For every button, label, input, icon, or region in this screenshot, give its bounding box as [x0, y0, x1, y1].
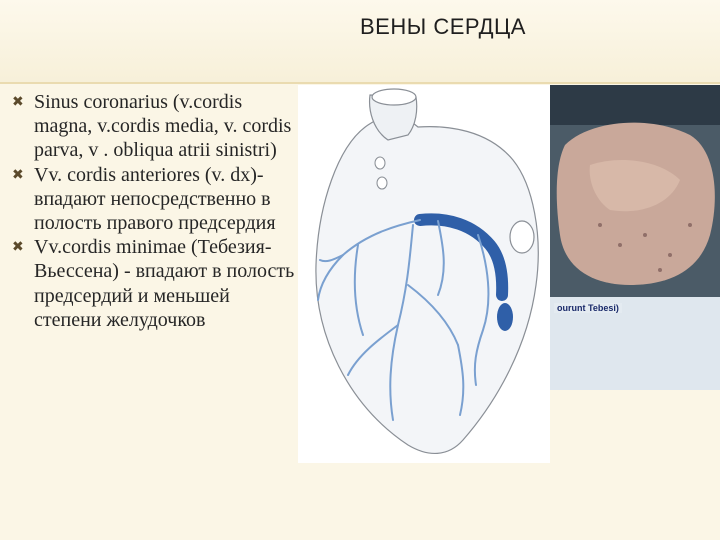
x-bullet-icon: ✖	[12, 166, 24, 183]
x-bullet-icon: ✖	[12, 239, 24, 256]
bullet-item	[12, 235, 297, 332]
bullet-text: Sinus coronarius (v.cordis magna, v.cordis media, v. cordis parva, v . obliqua atrii sinistri)	[34, 91, 292, 162]
heart-specimen-photo	[550, 85, 720, 390]
specimen-card-heading: ourunt Tebesi)	[554, 303, 622, 313]
heart-veins-illustration	[298, 85, 550, 463]
page-footer-area	[298, 463, 720, 540]
x-bullet-icon: ✖	[12, 94, 24, 110]
slide-title: ВЕНЫ СЕРДЦА	[360, 14, 526, 39]
bullet-text: Vv. cordis anteriores (v. dx)- впадают непосредственно в полость правого предсердия	[34, 163, 276, 235]
bullet-item	[12, 163, 297, 236]
header-band	[0, 0, 720, 83]
title-divider	[0, 82, 720, 84]
bullet-item	[12, 90, 297, 163]
specimen-drawing	[550, 85, 720, 390]
heart-drawing	[298, 85, 550, 463]
bullet-list	[12, 90, 297, 332]
bullet-text: Vv.cordis minimae (Тебезия-Вьессена) - впадают в полость предсердий и меньшей степени желудочков	[34, 236, 295, 331]
